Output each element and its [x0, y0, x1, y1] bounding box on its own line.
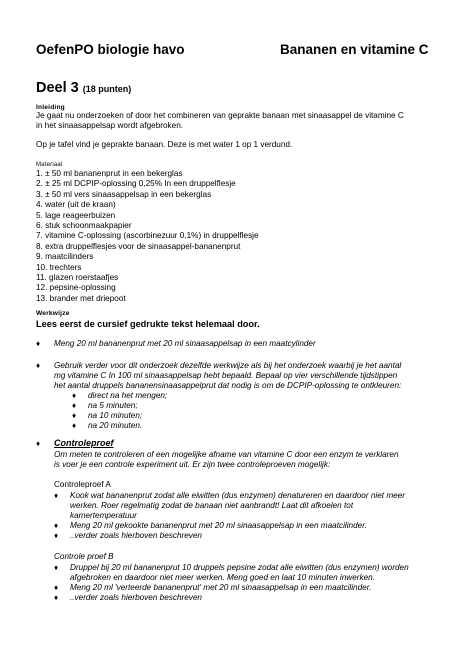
- inleiding-heading: Inleiding: [36, 104, 65, 111]
- controleproef-a-step-2: Meng 20 ml gekookte bananenprut met 20 ml sinaasappelsap in een maatcilinder.: [70, 521, 367, 530]
- section-points: (18 punten): [82, 84, 132, 94]
- werkwijze-intro: Lees eerst de cursief gedrukte tekst helemaal door.: [36, 319, 260, 329]
- diamond-bullet-icon: ♦: [72, 391, 77, 400]
- controleproef-intro-line-1: Om meten te controleren of een mogelijke afname van vitamine C door een enzym te verklaren: [54, 450, 399, 459]
- list-item: 1. ± 50 ml bananenprut in een bekerglas: [36, 169, 183, 178]
- diamond-bullet-icon: ♦: [54, 491, 59, 500]
- list-item: 5. lage reageerbuizen: [36, 210, 116, 220]
- inleiding-line-2: in het sinaasappelsap wordt afgebroken.: [36, 121, 184, 130]
- list-item: 7. vitamine C-oplossing (ascorbinezuur 0,1%) in druppelflesje: [36, 231, 259, 241]
- inleiding-paragraph-2: Op je tafel vind je geprakte banaan. Deze is met water 1 op 1 verdund.: [36, 140, 293, 149]
- timepoint-item: na 10 minuten;: [88, 411, 143, 420]
- list-item: 12. pepsine-oplossing: [36, 283, 116, 293]
- diamond-bullet-icon: ♦: [54, 521, 59, 530]
- diamond-bullet-icon: ♦: [54, 531, 59, 540]
- diamond-bullet-icon: ♦: [72, 411, 77, 420]
- list-item: 11. glazen roerstaafjes: [36, 273, 119, 283]
- diamond-bullet-icon: ♦: [36, 439, 41, 448]
- list-item: 9. maatcilinders: [36, 252, 94, 262]
- controleproef-intro-line-2: is voer je een controle experiment uit. Er zijn twee controleproeven mogelijk:: [54, 460, 331, 469]
- timepoint-item: na 20 minuten.: [88, 421, 143, 430]
- list-item: 13. brander met driepoot: [36, 293, 126, 303]
- materiaal-heading: Materiaal: [36, 162, 63, 168]
- diamond-bullet-icon: ♦: [54, 583, 59, 592]
- controleproef-b-title: Controle proef B: [54, 552, 114, 561]
- werkwijze-step-2-line-1: Gebruik verder voor dit onderzoek dezelfde werkwijze als bij het onderzoek waarbij je het aantal: [54, 361, 402, 370]
- timepoint-item: na 5 minuten;: [88, 401, 138, 410]
- diamond-bullet-icon: ♦: [54, 563, 59, 572]
- section-title-text: Deel 3: [36, 80, 79, 96]
- diamond-bullet-icon: ♦: [72, 421, 77, 430]
- controleproef-b-step-1-line-2: afgebroken en daardoor niet meer werken. Meng goed en laat 10 minuten inwerken.: [70, 573, 375, 582]
- list-item: 10. trechters: [36, 262, 82, 272]
- controleproef-a-step-1-line-3: kamertemperatuur: [70, 511, 137, 520]
- list-item: 3. ± 50 ml vers sinaasappelsap in een bekerglas: [36, 189, 212, 199]
- diamond-bullet-icon: ♦: [72, 401, 77, 410]
- timepoint-item: direct na het mengen;: [88, 391, 168, 400]
- section-title: [36, 80, 131, 96]
- diamond-bullet-icon: ♦: [36, 339, 41, 348]
- list-item: 6. stuk schoonmaakpapier: [36, 221, 132, 231]
- werkwijze-step-1: Meng 20 ml bananenprut met 20 ml sinaasappelsap in een maatcylinder: [54, 339, 316, 348]
- controleproef-a-title: Controleproef A: [54, 480, 111, 489]
- werkwijze-heading: Werkwijze: [36, 310, 70, 317]
- werkwijze-step-2-line-2: mg vitamine C In 100 ml sinaasappelsap hebt bepaald. Bepaal op vier verschillende tijdstippen: [54, 371, 398, 380]
- list-item: 4. water (uit de kraan): [36, 200, 116, 210]
- diamond-bullet-icon: ♦: [54, 593, 59, 602]
- controleproef-a-step-3: ..verder zoals hierboven beschreven: [70, 531, 202, 540]
- controleproef-b-step-3: ..verder zoals hierboven beschreven: [70, 593, 202, 602]
- diamond-bullet-icon: ♦: [36, 361, 41, 370]
- controleproef-b-step-1-line-1: Druppel bij 20 ml bananenprut 10 druppels pepsine zodat alle eiwitten (dus enzymen) worden: [70, 563, 409, 572]
- list-item: 2. ± 25 ml DCPIP-oplossing 0,25% In een druppelflesje: [36, 179, 236, 189]
- list-item: 8. extra druppelflesjes voor de sinaasappel-bananenprut: [36, 241, 241, 251]
- controleproef-b-step-2: Meng 20 ml 'verteerde bananenprut' met 20 ml sinaasappelsap in een maatcilinder.: [70, 583, 372, 592]
- header-course: OefenPO biologie havo: [36, 42, 185, 57]
- controleproef-a-step-1-line-1: Kook wat bananenprut zodat alle eiwitten (dus enzymen) denatureren en daardoor niet meer: [70, 491, 405, 500]
- controleproef-a-step-1-line-2: werken. Roer regelmatig zodat de banaan niet aanbrandt! Laat dit afkoelen tot: [70, 501, 354, 510]
- materiaal-list: [36, 169, 259, 304]
- header-topic: Bananen en vitamine C: [280, 42, 429, 57]
- inleiding-line-1: Je gaat nu onderzoeken of door het combineren van geprakte banaan met sinaasappel de vitamine C: [36, 111, 404, 120]
- controleproef-heading: Controleproef: [54, 438, 114, 448]
- werkwijze-step-2-line-3: het aantal druppels bananensinaasappelprut dat nodig is om de DCPIP-oplossing te ontkleuren:: [54, 381, 402, 390]
